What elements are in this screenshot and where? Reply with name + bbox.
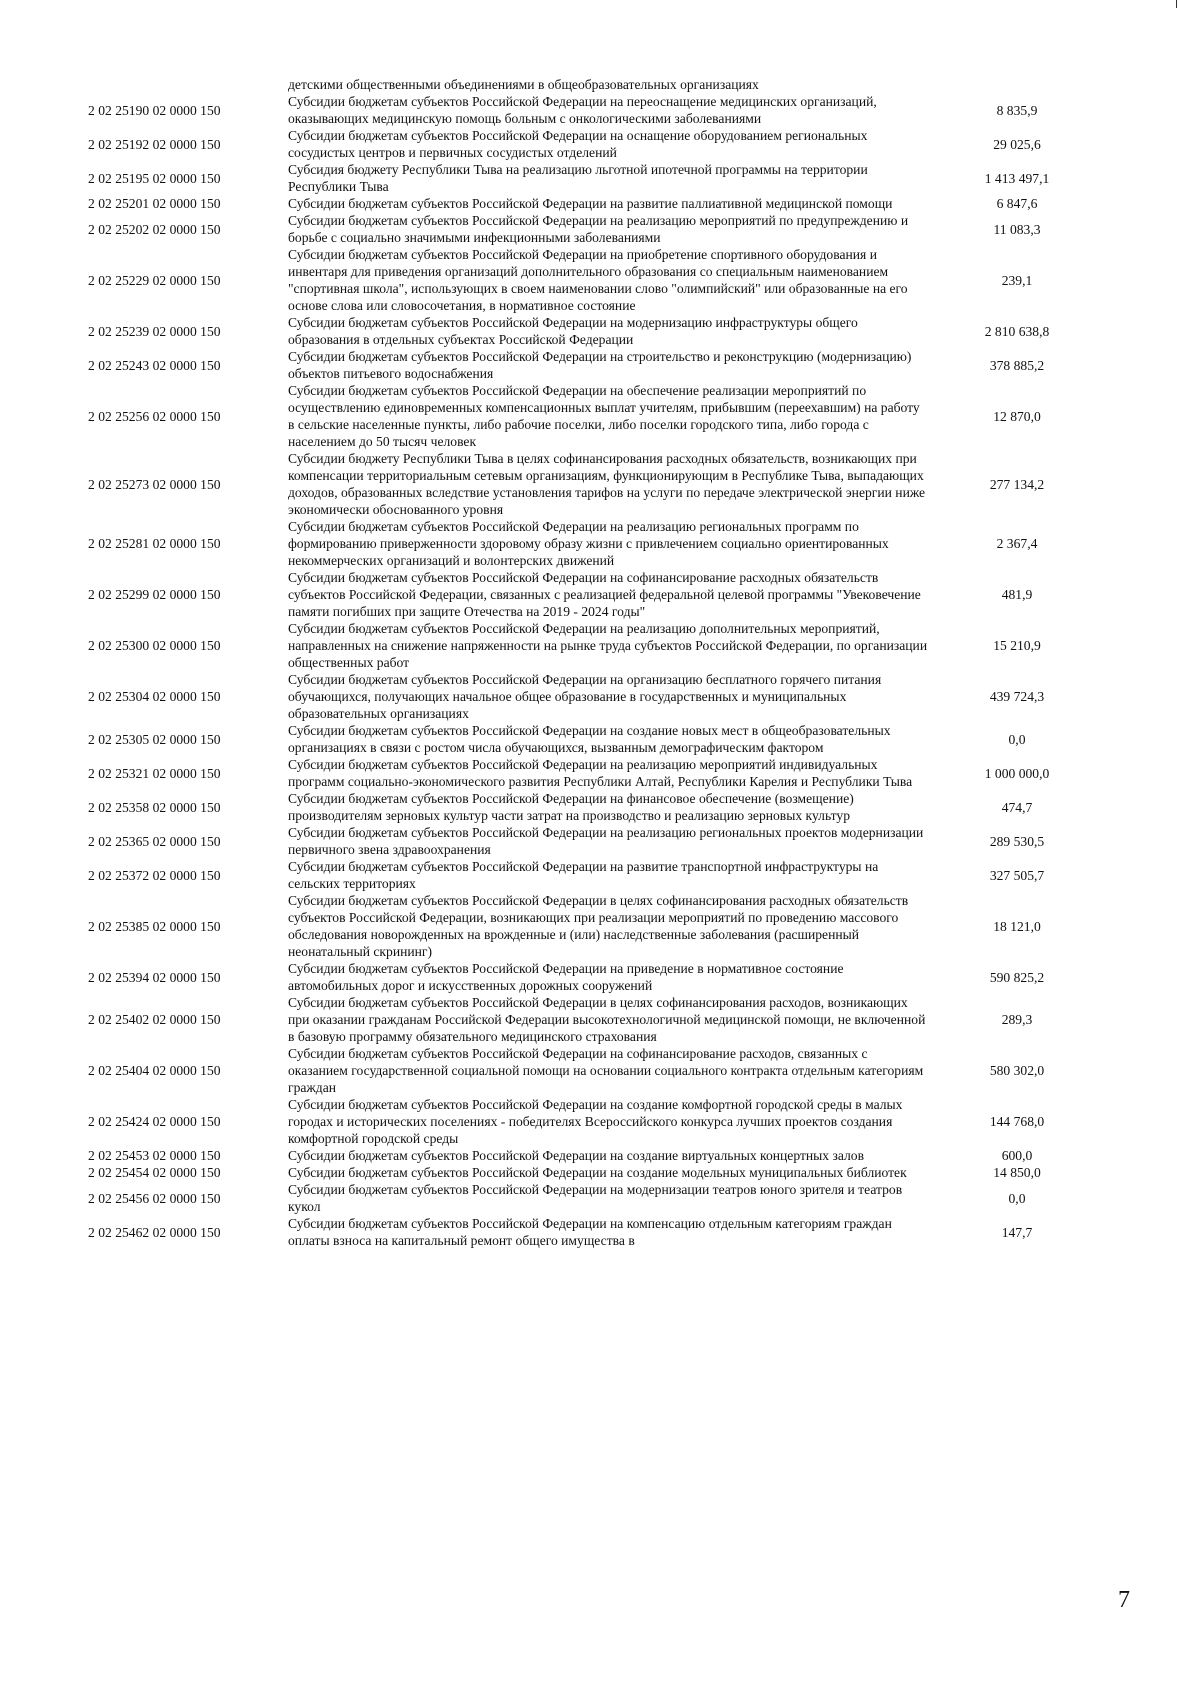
- amount-value: 144 768,0: [989, 1114, 1045, 1129]
- amount-value: 1 413 497,1: [984, 170, 1050, 186]
- amount-value: 2 810 638,8: [984, 323, 1050, 339]
- scan-edge-mark: [1176, 0, 1177, 8]
- table-row: [88, 314, 1088, 348]
- budget-code: 2 02 25372 02 0000 150: [88, 867, 221, 883]
- subsidy-description: Субсидия бюджету Республики Тыва на реализацию льготной ипотечной программы на территории Республики Тыва: [288, 162, 868, 194]
- table-row: [88, 756, 1088, 790]
- table-row: [88, 1045, 1088, 1096]
- table-row: [88, 450, 1088, 518]
- table-row: [88, 892, 1088, 960]
- table-row: [88, 348, 1088, 382]
- subsidy-description: Субсидии бюджетам субъектов Российской Федерации на софинансирование расходов, связанных с оказанием государственной социальной помощи на основании социального контракта отдельным категориям граждан: [288, 1046, 924, 1095]
- table-row: [88, 569, 1088, 620]
- budget-code: 2 02 25299 02 0000 150: [88, 587, 221, 602]
- subsidy-description: Субсидии бюджетам субъектов Российской Федерации на строительство и реконструкцию (модернизацию) объектов питьевого водоснабжения: [288, 349, 912, 381]
- subsidy-description: Субсидии бюджетам субъектов Российской Федерации на софинансирование расходных обязательств субъектов Российской Федерации, связанных с реализацией федеральной целевой программы "Увековечение памяти погибших при защите Отечества на 2019 - 2024 годы": [288, 570, 921, 619]
- table-row: [88, 161, 1088, 195]
- budget-code: 2 02 25243 02 0000 150: [88, 357, 221, 373]
- amount-value: 11 083,3: [993, 221, 1041, 237]
- table-body: [88, 93, 1088, 1249]
- subsidy-description: Субсидии бюджетам субъектов Российской Федерации на реализацию региональных программ по формированию приверженности здоровому образу жизни с привлечением социально ориентированных некоммерческих организаций и волонтерских движений: [288, 519, 889, 568]
- subsidy-description: Субсидии бюджетам субъектов Российской Федерации на развитие паллиативной медицинской помощи: [288, 196, 893, 211]
- budget-code: 2 02 25202 02 0000 150: [88, 221, 221, 237]
- budget-code: 2 02 25321 02 0000 150: [88, 765, 221, 781]
- budget-code: 2 02 25300 02 0000 150: [88, 638, 221, 653]
- subsidy-description: Субсидии бюджетам субъектов Российской Федерации на оснащение оборудованием региональных сосудистых центров и первичных сосудистых отделений: [288, 128, 868, 160]
- subsidy-description: Субсидии бюджетам субъектов Российской Федерации на приобретение спортивного оборудования и инвентаря для приведения организаций дополнительного образования со специальным наименованием "спортивная школа", использующих в своем наименовании слово "олимпийский" или образованные на его основе слова или словосочетания, в нормативное состояние: [288, 247, 908, 313]
- table-row: [88, 212, 1088, 246]
- budget-code: 2 02 25424 02 0000 150: [88, 1114, 221, 1129]
- table-row: [88, 1181, 1088, 1215]
- page-number: 7: [1118, 1587, 1130, 1613]
- amount-value: 277 134,2: [989, 476, 1045, 492]
- budget-code: 2 02 25404 02 0000 150: [88, 1063, 221, 1078]
- amount-value: 29 025,6: [993, 136, 1041, 152]
- subsidy-description: Субсидии бюджетам субъектов Российской Федерации на модернизацию инфраструктуры общего образования в отдельных субъектах Российской Федерации: [288, 315, 858, 347]
- amount-value: 289 530,5: [989, 833, 1045, 849]
- budget-code: 2 02 25239 02 0000 150: [88, 323, 221, 339]
- amount-value: 580 302,0: [989, 1063, 1045, 1078]
- amount-value: 378 885,2: [989, 357, 1045, 373]
- budget-code: 2 02 25195 02 0000 150: [88, 170, 221, 186]
- amount-value: 590 825,2: [989, 969, 1045, 985]
- subsidy-description: Субсидии бюджетам субъектов Российской Федерации на реализацию мероприятий индивидуальных программ социально-экономического развития Республики Алтай, Республики Карелия и Республики Тыва: [288, 757, 913, 789]
- amount-value: 0,0: [1008, 731, 1026, 747]
- amount-value: 12 870,0: [993, 408, 1041, 424]
- subsidy-description: Субсидии бюджетам субъектов Российской Федерации на обеспечение реализации мероприятий по осуществлению единовременных компенсационных выплат учителям, прибывшим (переехавшим) на работу в сельские населенные пункты, либо рабочие поселки, либо поселки городского типа, либо города с населением до 50 тысяч человек: [288, 383, 920, 449]
- subsidy-description: Субсидии бюджетам субъектов Российской Федерации на организацию бесплатного горячего питания обучающихся, получающих начальное общее образование в государственных и муниципальных образовательных организациях: [288, 672, 882, 721]
- amount-value: 15 210,9: [993, 638, 1041, 653]
- budget-code: 2 02 25462 02 0000 150: [88, 1224, 221, 1240]
- budget-code: 2 02 25402 02 0000 150: [88, 1012, 221, 1027]
- amount-value: 147,7: [1001, 1224, 1033, 1240]
- budget-code: 2 02 25454 02 0000 150: [88, 1165, 221, 1180]
- budget-code: 2 02 25305 02 0000 150: [88, 731, 221, 747]
- continued-description-text: детскими общественными объединениями в общеобразовательных организациях: [288, 77, 759, 92]
- amount-value: 2 367,4: [996, 536, 1038, 551]
- table-row: [88, 1164, 1088, 1181]
- subsidy-description: Субсидии бюджетам субъектов Российской Федерации на реализацию региональных проектов модернизации первичного звена здравоохранения: [288, 825, 924, 857]
- table-row: [88, 1147, 1088, 1164]
- budget-code: 2 02 25385 02 0000 150: [88, 918, 221, 934]
- budget-code: 2 02 25192 02 0000 150: [88, 136, 221, 152]
- subsidy-description: Субсидии бюджетам субъектов Российской Федерации на финансовое обеспечение (возмещение) производителям зерновых культур части затрат на производство и реализацию зерновых культур: [288, 791, 854, 823]
- table-row: [88, 960, 1088, 994]
- amount-value: 0,0: [1008, 1190, 1026, 1206]
- budget-code: 2 02 25358 02 0000 150: [88, 799, 221, 815]
- table-row: [88, 93, 1088, 127]
- budget-code: 2 02 25304 02 0000 150: [88, 689, 221, 704]
- budget-code: 2 02 25281 02 0000 150: [88, 536, 221, 551]
- table-row: [88, 994, 1088, 1045]
- budget-code: 2 02 25456 02 0000 150: [88, 1190, 221, 1206]
- subsidy-description: Субсидии бюджетам субъектов Российской Федерации на приведение в нормативное состояние автомобильных дорог и искусственных дорожных сооружений: [288, 961, 844, 993]
- subsidy-description: Субсидии бюджетам субъектов Российской Федерации в целях софинансирования расходных обязательств субъектов Российской Федерации, возникающих при реализации мероприятий по проведению массового обследования новорожденных на врожденные и (или) наследственные заболевания (расширенный неонатальный скрининг): [288, 893, 909, 959]
- subsidy-description: Субсидии бюджетам субъектов Российской Федерации на реализацию мероприятий по предупреждению и борьбе с социально значимыми инфекционными заболеваниями: [288, 213, 909, 245]
- subsidy-description: Субсидии бюджетам субъектов Российской Федерации на переоснащение медицинских организаций, оказывающих медицинскую помощь больным с онкологическими заболеваниями: [288, 94, 877, 126]
- table-row: [88, 382, 1088, 450]
- subsidy-description: Субсидии бюджетам субъектов Российской Федерации на компенсацию отдельным категориям граждан оплаты взноса на капитальный ремонт общего имущества в: [288, 1216, 892, 1248]
- subsidy-description: Субсидии бюджетам субъектов Российской Федерации в целях софинансирования расходов, возникающих при оказании гражданам Российской Федерации высокотехнологичной медицинской помощи, не включенной в базовую программу обязательного медицинского страхования: [288, 995, 926, 1044]
- subsidy-description: Субсидии бюджетам субъектов Российской Федерации на создание новых мест в общеобразовательных организациях в связи с ростом числа обучающихся, вызванным демографическим фактором: [288, 723, 891, 755]
- budget-table: [88, 76, 1088, 1249]
- amount-value: 600,0: [1001, 1148, 1033, 1163]
- amount-value: 8 835,9: [996, 102, 1038, 118]
- table-row: [88, 858, 1088, 892]
- amount-value: 474,7: [1001, 799, 1033, 815]
- amount-value: 6 847,6: [996, 196, 1038, 211]
- amount-value: 289,3: [1001, 1012, 1033, 1027]
- subsidy-description: Субсидии бюджету Республики Тыва в целях софинансирования расходных обязательств, возникающих при компенсации территориальным сетевым организациям, функционирующим в Республике Тыва, выпадающих доходов, образованных вследствие установления тарифов на услуги по передаче электрической энергии ниже экономически обоснованного уровня: [288, 451, 926, 517]
- table-row: [88, 1215, 1088, 1249]
- table-row: [88, 518, 1088, 569]
- amount-value: 439 724,3: [989, 689, 1045, 704]
- budget-code: 2 02 25365 02 0000 150: [88, 833, 221, 849]
- subsidy-description: Субсидии бюджетам субъектов Российской Федерации на модернизации театров юного зрителя и театров кукол: [288, 1182, 903, 1214]
- subsidy-description: Субсидии бюджетам субъектов Российской Федерации на развитие транспортной инфраструктуры на сельских территориях: [288, 859, 879, 891]
- amount-value: 481,9: [1001, 587, 1033, 602]
- table-row: [88, 1096, 1088, 1147]
- table-row: [88, 824, 1088, 858]
- table-row: [88, 722, 1088, 756]
- amount-value: 327 505,7: [989, 867, 1045, 883]
- budget-code: 2 02 25229 02 0000 150: [88, 272, 221, 288]
- budget-code: 2 02 25273 02 0000 150: [88, 476, 221, 492]
- table-row: [88, 127, 1088, 161]
- table-row: [88, 620, 1088, 671]
- subsidy-description: Субсидии бюджетам субъектов Российской Федерации на создание виртуальных концертных залов: [288, 1148, 865, 1163]
- table-row: [88, 671, 1088, 722]
- budget-code: 2 02 25394 02 0000 150: [88, 969, 221, 985]
- budget-code: 2 02 25201 02 0000 150: [88, 196, 221, 211]
- budget-code: 2 02 25256 02 0000 150: [88, 408, 221, 424]
- table-row: [88, 195, 1088, 212]
- subsidy-description: Субсидии бюджетам субъектов Российской Федерации на создание модельных муниципальных библиотек: [288, 1165, 907, 1180]
- budget-code: 2 02 25453 02 0000 150: [88, 1148, 221, 1163]
- table-row: [88, 246, 1088, 314]
- amount-value: 14 850,0: [993, 1165, 1041, 1180]
- amount-value: 18 121,0: [993, 918, 1041, 934]
- amount-value: 1 000 000,0: [984, 765, 1050, 781]
- table-row: [88, 790, 1088, 824]
- amount-value: 239,1: [1001, 272, 1033, 288]
- subsidy-description: Субсидии бюджетам субъектов Российской Федерации на создание комфортной городской среды в малых городах и исторических поселениях - победителях Всероссийского конкурса лучших проектов создания комфортной городской среды: [288, 1097, 903, 1146]
- subsidy-description: Субсидии бюджетам субъектов Российской Федерации на реализацию дополнительных мероприятий, направленных на снижение напряженности на рынке труда субъектов Российской Федерации, по организации общественных работ: [288, 621, 928, 670]
- budget-code: 2 02 25190 02 0000 150: [88, 102, 221, 118]
